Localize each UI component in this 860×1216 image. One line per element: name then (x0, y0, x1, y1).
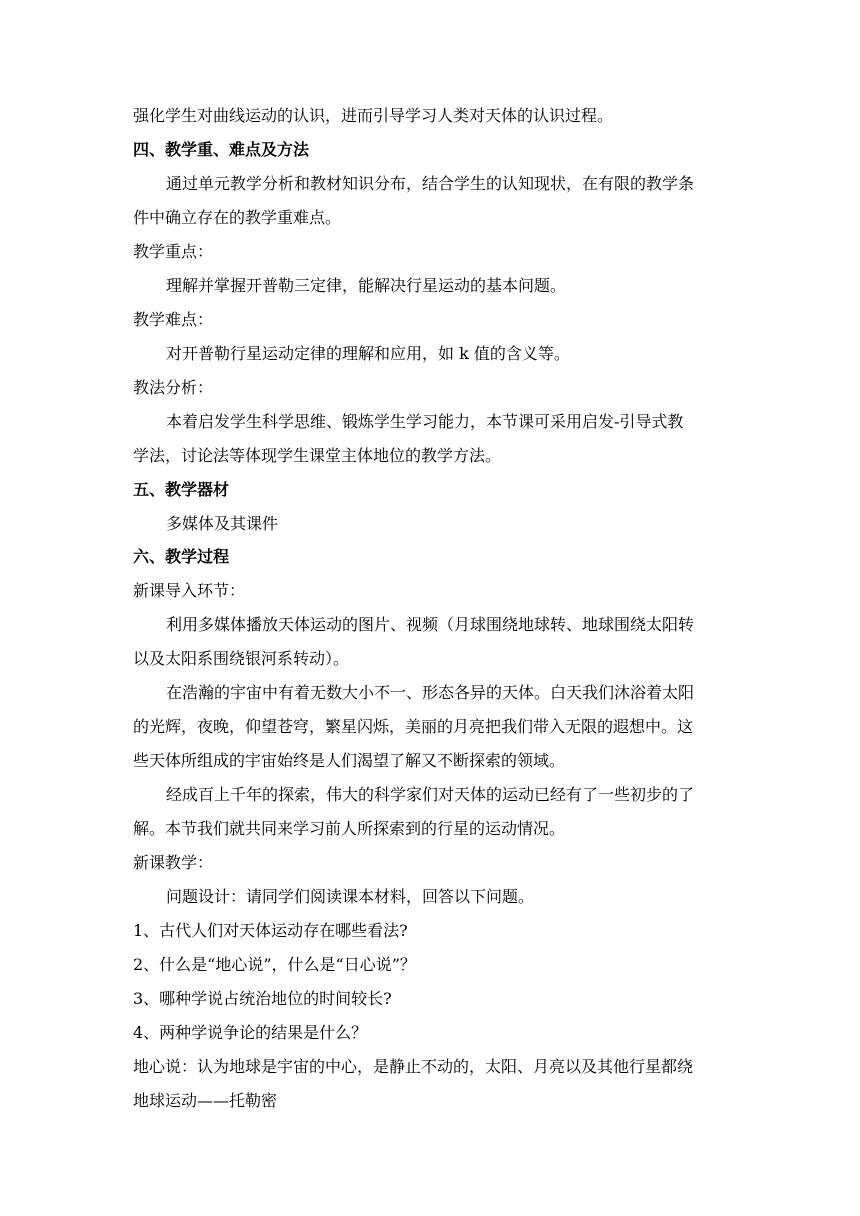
paragraph-line: 理解并掌握开普勒三定律，能解决行星运动的基本问题。 (166, 276, 567, 295)
subheading-label: 教法分析： (133, 378, 214, 397)
section-heading: 四、教学重、难点及方法 (133, 140, 310, 159)
paragraph-line: 以及太阳系围绕银河系转动）。 (133, 649, 350, 668)
paragraph-line: 对开普勒行星运动定律的理解和应用，如 k 值的含义等。 (166, 344, 570, 363)
paragraph-line: 地球运动——托勒密 (133, 1091, 278, 1110)
paragraph-line: 些天体所组成的宇宙始终是人们渴望了解又不断探索的领域。 (133, 751, 566, 770)
paragraph-line: 件中确立存在的教学重难点。 (133, 208, 342, 227)
question-item: 3、哪种学说占统治地位的时间较长? (133, 989, 392, 1008)
paragraph-line: 经成百上千年的探索，伟大的科学家们对天体的运动已经有了一些初步的了 (166, 785, 695, 804)
section-heading: 五、教学器材 (133, 480, 230, 499)
paragraph-line: 地心说：认为地球是宇宙的中心，是静止不动的，太阳、月亮以及其他行星都绕 (133, 1057, 694, 1076)
paragraph-line: 解。本节我们就共同来学习前人所探索到的行星的运动情况。 (133, 819, 566, 838)
section-heading: 六、教学过程 (133, 547, 230, 566)
paragraph-line: 利用多媒体播放天体运动的图片、视频（月球围绕地球转、地球围绕太阳转 (166, 615, 695, 634)
paragraph-line: 问题设计：请同学们阅读课本材料，回答以下问题。 (166, 887, 535, 906)
subheading-label: 教学重点： (133, 242, 214, 261)
paragraph-line: 在浩瀚的宇宙中有着无数大小不一、形态各异的天体。白天我们沐浴着太阳 (166, 683, 695, 702)
paragraph-line: 学法，讨论法等体现学生课堂主体地位的教学方法。 (133, 446, 502, 465)
subheading-label: 新课教学： (133, 853, 214, 872)
subheading-label: 教学难点： (133, 310, 214, 329)
subheading-label: 新课导入环节： (133, 581, 246, 600)
paragraph-line: 强化学生对曲线运动的认识，进而引导学习人类对天体的认识过程。 (133, 106, 614, 125)
question-item: 4、两种学说争论的结果是什么？ (133, 1023, 368, 1042)
paragraph-line: 本着启发学生科学思维、锻炼学生学习能力，本节课可采用启发-引导式教 (166, 412, 684, 431)
paragraph-line: 多媒体及其课件 (166, 514, 279, 533)
question-item: 2、什么是“地心说”，什么是“日心说”？ (133, 955, 416, 974)
paragraph-line: 的光辉，夜晚，仰望苍穹，繁星闪烁，美丽的月亮把我们带入无限的遐想中。这 (133, 717, 694, 736)
question-item: 1、古代人们对天体运动存在哪些看法? (133, 921, 408, 940)
paragraph-line: 通过单元教学分析和教材知识分布，结合学生的认知现状，在有限的教学条 (166, 174, 695, 193)
